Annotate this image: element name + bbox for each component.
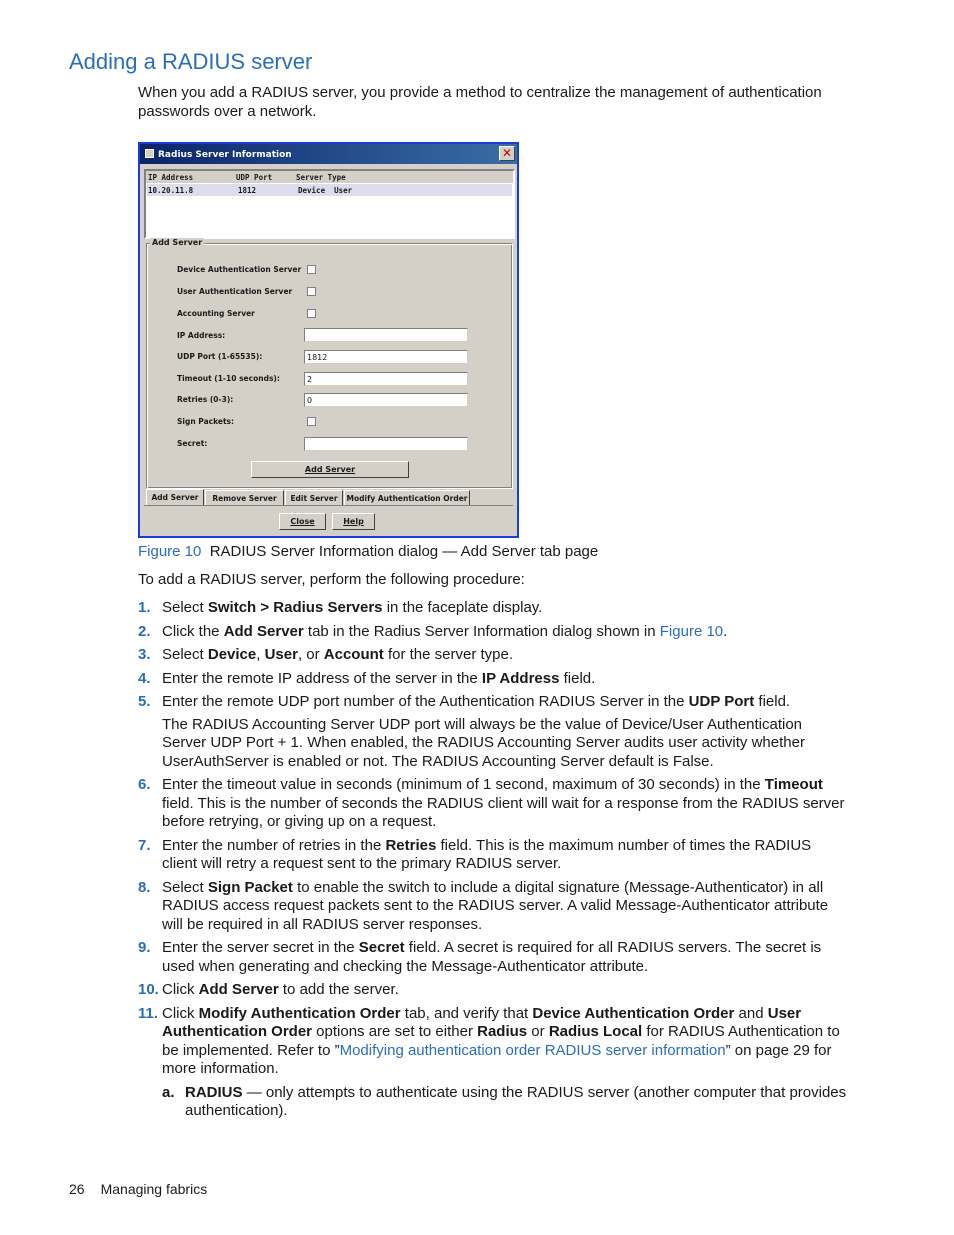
list-item xyxy=(138,599,848,618)
step-text: Enter the timeout value in seconds (minimum of 1 second, maximum of 30 seconds) in the xyxy=(162,776,765,793)
step-text: options are set to either xyxy=(312,1023,478,1040)
sign-label: Sign Packets: xyxy=(177,417,235,426)
step-text: Click the xyxy=(162,622,224,640)
accounting-label: Accounting Server xyxy=(177,309,255,318)
step-bold: User Authentication Order xyxy=(162,1004,802,1040)
close-icon[interactable]: ✕ xyxy=(499,146,515,161)
device-auth-checkbox[interactable] xyxy=(307,265,316,274)
step-bold: Device Authentication Order xyxy=(532,1004,735,1022)
step-text: Click xyxy=(162,1004,199,1022)
step-bold: Switch > Radius Servers xyxy=(207,599,383,616)
list-item xyxy=(138,981,848,1000)
list-item xyxy=(138,939,848,976)
list-item xyxy=(138,646,848,665)
step-text: for RADIUS Authentication to be implemented. Refer to ” xyxy=(162,1023,840,1059)
cell-port: 1812 xyxy=(238,186,257,195)
step-text: Enter the remote IP address of the server in the xyxy=(162,669,482,687)
ip-label: IP Address: xyxy=(177,331,226,340)
step-number: 4. xyxy=(138,669,151,687)
list-item xyxy=(138,837,848,874)
step-text: Enter the server secret in the xyxy=(162,939,359,956)
step-text: Click xyxy=(162,981,199,998)
tab-edit-server[interactable]: Edit Server xyxy=(285,490,343,505)
figure-label: Figure 10 xyxy=(138,543,202,560)
step-text: tab, and verify that xyxy=(400,1004,533,1022)
section-heading: Adding a RADIUS server xyxy=(69,49,313,74)
cell-type: Device User xyxy=(298,186,353,195)
step-text: Select xyxy=(162,878,208,896)
secret-label: Secret: xyxy=(177,439,208,448)
step-bold: RADIUS xyxy=(185,1083,243,1101)
step-number: 7. xyxy=(138,836,151,854)
col-udp-port: UDP Port xyxy=(236,173,273,182)
step-bold: Modify Authentication Order xyxy=(198,1004,401,1022)
step-text: to add the server. xyxy=(278,981,399,998)
step-text: for the server type. xyxy=(383,646,514,663)
step-bold: Radius xyxy=(477,1023,528,1040)
step-text: and xyxy=(734,1004,768,1022)
tab-remove-server[interactable]: Remove Server xyxy=(205,490,284,505)
step-bold: Timeout xyxy=(764,776,823,793)
step-bold: User xyxy=(264,646,298,663)
step-bold: Retries xyxy=(385,836,437,854)
procedure-steps xyxy=(138,599,848,1121)
step-text: field. This is the maximum number of times the RADIUS client will retry a request sent to the primary RADIUS server. xyxy=(162,836,812,872)
step-text: field. xyxy=(754,693,791,710)
step-text: . xyxy=(723,622,728,640)
add-server-button[interactable]: Add Server xyxy=(251,461,409,478)
retries-input[interactable]: 0 xyxy=(304,393,468,407)
col-server-type: Server Type xyxy=(296,173,346,182)
udp-label: UDP Port (1-65535): xyxy=(177,352,263,361)
list-item xyxy=(138,670,848,689)
list-item xyxy=(138,1005,848,1079)
footer-section: Managing fabrics xyxy=(100,1181,208,1197)
tab-add-server[interactable]: Add Server xyxy=(146,489,204,506)
step-number: 2. xyxy=(138,622,151,640)
list-item xyxy=(138,623,848,642)
step-text: — only attempts to authenticate using the RADIUS server (another computer that provides authentication). xyxy=(185,1083,847,1119)
step-text: Select xyxy=(162,646,208,663)
cross-reference-link[interactable]: Modifying authentication order RADIUS server information xyxy=(339,1041,726,1059)
page-footer xyxy=(69,1181,207,1197)
radius-server-dialog xyxy=(138,142,519,538)
figure-text: RADIUS Server Information dialog — Add Server tab page xyxy=(209,543,599,560)
timeout-input[interactable]: 2 xyxy=(304,372,468,386)
step-text: field. A secret is required for all RADIUS servers. The secret is used when generating and checking the Message-Authenticator attribute. xyxy=(162,939,822,975)
step-text: or xyxy=(527,1023,549,1040)
step-number: 3. xyxy=(138,646,151,663)
col-ip-address: IP Address xyxy=(148,173,194,182)
user-auth-checkbox[interactable] xyxy=(307,287,316,296)
timeout-label: Timeout (1-10 seconds): xyxy=(177,374,280,383)
server-list[interactable] xyxy=(144,169,515,239)
list-item xyxy=(138,879,848,935)
sign-checkbox[interactable] xyxy=(307,417,316,426)
step-bold: Secret xyxy=(358,939,405,956)
step-bold: Account xyxy=(323,646,384,663)
list-item xyxy=(138,693,848,771)
figure-caption xyxy=(138,543,598,560)
table-row[interactable] xyxy=(147,184,512,196)
step-bold: Add Server xyxy=(198,981,279,998)
step-text: Enter the number of retries in the xyxy=(162,836,386,854)
group-label: Add Server xyxy=(152,238,203,247)
step-bold: Sign Packet xyxy=(207,878,293,896)
step-note: The RADIUS Accounting Server UDP port will always be the value of Device/User Authentication Server UDP Port + 1. When enabled, the RADIUS Accounting Server audits user activity whether UserAuthServer is enabled or not. The RADIUS Accounting Server default is False. xyxy=(162,715,805,770)
step-bold: UDP Port xyxy=(688,693,755,710)
step-number: 9. xyxy=(138,939,151,956)
step-bold: Radius Local xyxy=(548,1023,643,1040)
step-text: ” on page 29 for more information. xyxy=(162,1041,832,1077)
substep-letter: a. xyxy=(162,1083,175,1101)
step-number: 8. xyxy=(138,878,151,896)
step-text: Enter the remote UDP port number of the Authentication RADIUS Server in the xyxy=(162,693,689,710)
accounting-checkbox[interactable] xyxy=(307,309,316,318)
step-number: 6. xyxy=(138,776,151,793)
list-item xyxy=(162,1084,848,1121)
udp-input[interactable]: 1812 xyxy=(304,350,468,364)
procedure-lead: To add a RADIUS server, perform the following procedure: xyxy=(138,571,525,588)
step-text: tab in the Radius Server Information dialog shown in xyxy=(303,622,660,640)
step-number: 5. xyxy=(138,693,151,710)
step-number: 10. xyxy=(138,981,159,998)
step-number: 11. xyxy=(138,1004,159,1022)
dialog-titlebar xyxy=(140,144,517,164)
close-button[interactable]: Close xyxy=(279,513,326,530)
help-button[interactable]: Help xyxy=(332,513,375,530)
ip-input[interactable] xyxy=(304,328,468,342)
figure-link[interactable]: Figure 10 xyxy=(659,622,724,640)
tab-divider xyxy=(144,505,513,506)
device-auth-label: Device Authentication Server xyxy=(177,265,302,274)
retries-label: Retries (0-3): xyxy=(177,395,234,404)
app-icon xyxy=(145,149,154,158)
step-text: in the faceplate display. xyxy=(382,599,543,616)
step-text: to enable the switch to include a digital signature (Message-Authenticator) in all RADIUS access request packets sent to the RADIUS server. A valid Message-Authenticator attribute will be required in all RADIUS server responses. xyxy=(162,878,829,933)
cell-ip: 10.20.11.8 xyxy=(148,186,194,195)
list-item xyxy=(138,776,848,832)
user-auth-label: User Authentication Server xyxy=(177,287,293,296)
server-list-header xyxy=(146,171,513,183)
step-text: Select xyxy=(162,599,208,616)
step-bold: IP Address xyxy=(481,669,560,687)
step-number: 1. xyxy=(138,599,151,616)
dialog-title: Radius Server Information xyxy=(158,150,292,160)
step-text: field. xyxy=(559,669,596,687)
step-text: , xyxy=(256,646,265,663)
step-bold: Add Server xyxy=(223,622,304,640)
tab-modify-auth-order[interactable]: Modify Authentication Order xyxy=(344,490,470,505)
step-text: field. This is the number of seconds the RADIUS client will wait for a response from the RADIUS server before retrying, or giving up on a request. xyxy=(162,794,845,830)
intro-paragraph: When you add a RADIUS server, you provide a method to centralize the management of authentication passwords over a network. xyxy=(138,84,822,120)
page-number: 26 xyxy=(69,1181,85,1197)
add-server-group xyxy=(146,238,513,489)
secret-input[interactable] xyxy=(304,437,468,451)
step-text: , or xyxy=(297,646,324,663)
step-bold: Device xyxy=(207,646,257,663)
